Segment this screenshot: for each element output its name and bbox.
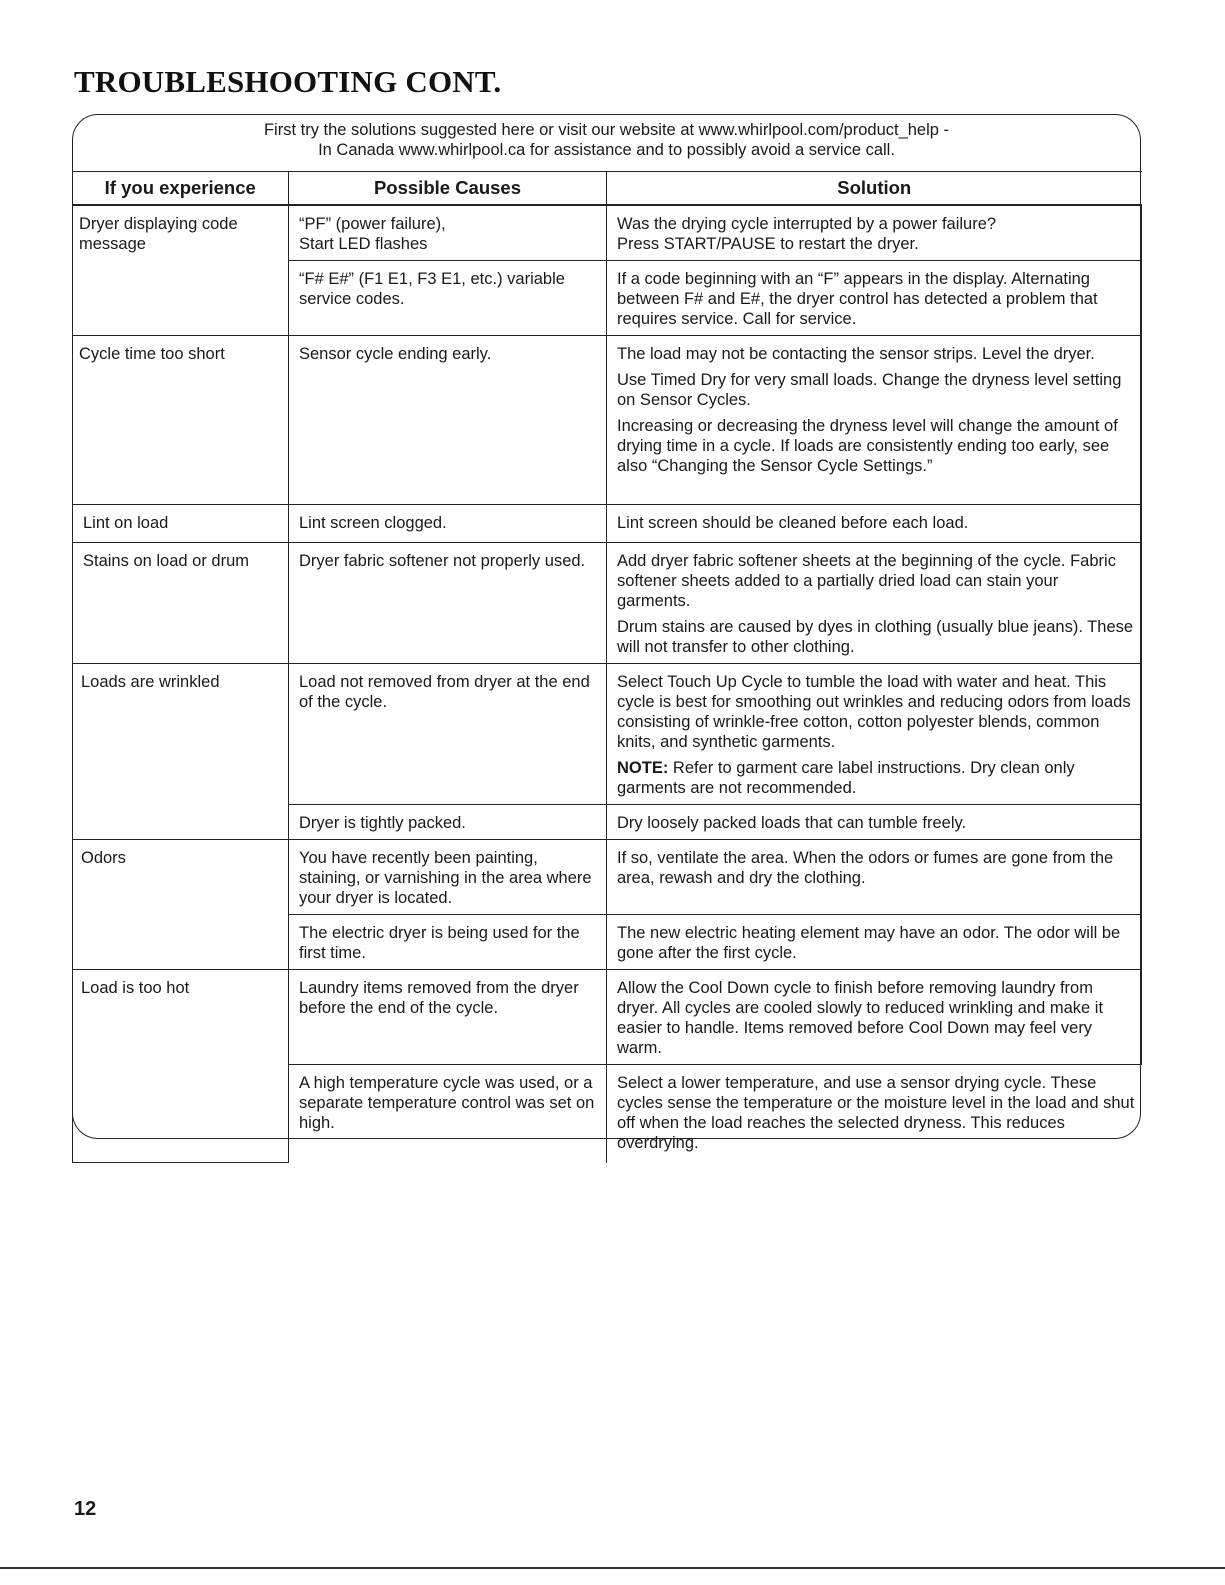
cause-cell: [289, 805, 607, 840]
issue-text: Lint on load: [83, 514, 169, 532]
cause-text: Dryer is tightly packed.: [299, 814, 466, 832]
note-text: Refer to garment care label instructions. Dry clean only garments are not recommended.: [617, 759, 1075, 797]
table-row: [73, 505, 1142, 543]
header-solution: Solution: [607, 172, 1142, 206]
solution-cell: [607, 1065, 1142, 1163]
table-row: [73, 664, 1142, 805]
cause-text: Load not removed from dryer at the end of the cycle.: [299, 673, 590, 711]
solution-text: If a code beginning with an “F” appears in the display. Alternating between F# and E#, the dryer control has detected a problem that requires service. Call for service.: [617, 270, 1098, 328]
intro-text: [74, 120, 1139, 160]
solution-cell: [607, 505, 1142, 543]
solution-text: Dry loosely packed loads that can tumble freely.: [617, 814, 967, 832]
cause-text: “F# E#” (F1 E1, F3 E1, etc.) variable service codes.: [299, 270, 565, 308]
solution-text: Lint screen should be cleaned before each load.: [617, 514, 969, 532]
solution-text: The new electric heating element may have an odor. The odor will be gone after the first cycle.: [617, 924, 1121, 962]
table-row: [73, 840, 1142, 915]
cause-cell: [289, 543, 607, 664]
table-row: [73, 543, 1142, 664]
cause-cell: [289, 664, 607, 805]
troubleshooting-table: [72, 171, 1142, 1163]
header-if-you-experience: If you experience: [73, 172, 289, 206]
solution-text: Select Touch Up Cycle to tumble the load with water and heat. This cycle is best for smoothing out wrinkles and reducing odors from loads consisting of wrinkle-free cotton, cotton polyester blends, common knits, and synthetic garments.: [617, 673, 1131, 751]
cause-text: Lint screen clogged.: [299, 514, 447, 532]
cause-cell: [289, 205, 607, 261]
cause-text: “PF” (power failure),: [299, 215, 446, 233]
cause-cell: [289, 970, 607, 1065]
solution-cell: [607, 543, 1142, 664]
table-header-row: [73, 172, 1142, 206]
intro-line-2: In Canada www.whirlpool.ca for assistance and to possibly avoid a service call.: [318, 141, 895, 159]
note-label: NOTE:: [617, 759, 669, 777]
bottom-rule: [0, 1567, 1225, 1569]
issue-cell: [73, 970, 289, 1163]
cause-text: Laundry items removed from the dryer before the end of the cycle.: [299, 979, 579, 1017]
intro-line-1: First try the solutions suggested here or visit our website at www.whirlpool.com/product_help -: [263, 121, 950, 139]
issue-cell: [73, 505, 289, 543]
solution-cell: [607, 664, 1142, 805]
solution-cell: [607, 336, 1142, 505]
cause-text: The electric dryer is being used for the first time.: [299, 924, 580, 962]
solution-text: Select a lower temperature, and use a sensor drying cycle. These cycles sense the temperature or the moisture level in the load and shut off when the load reaches the selected dryness. This reduces overdrying.: [617, 1074, 1135, 1152]
issue-text: Cycle time too short: [79, 345, 225, 363]
cause-text: Dryer fabric softener not properly used.: [299, 552, 586, 570]
solution-text: Press START/PAUSE to restart the dryer.: [617, 235, 919, 253]
solution-text: The load may not be contacting the sensor strips. Level the dryer.: [617, 345, 1095, 363]
solution-cell: [607, 261, 1142, 336]
solution-cell: [607, 915, 1142, 970]
cause-cell: [289, 505, 607, 543]
note-paragraph: [617, 758, 1135, 798]
table-row: [73, 970, 1142, 1065]
solution-text: Allow the Cool Down cycle to finish before removing laundry from dryer. All cycles are cooled slowly to reduced wrinkling and make it easier to handle. Items removed before Cool Down may feel very warm.: [617, 979, 1104, 1057]
solution-cell: [607, 970, 1142, 1065]
solution-text: Was the drying cycle interrupted by a power failure?: [617, 215, 997, 233]
issue-text: Dryer displaying code message: [79, 215, 238, 253]
cause-cell: [289, 1065, 607, 1163]
issue-text: Load is too hot: [81, 979, 190, 997]
cause-cell: [289, 261, 607, 336]
issue-text: Stains on load or drum: [83, 552, 250, 570]
solution-text: Use Timed Dry for very small loads. Change the dryness level setting on Sensor Cycles.: [617, 371, 1122, 409]
solution-cell: [607, 805, 1142, 840]
table-row: [73, 205, 1142, 261]
cause-text: Start LED flashes: [299, 235, 428, 253]
issue-text: Loads are wrinkled: [81, 673, 220, 691]
issue-text: Odors: [81, 849, 126, 867]
cause-text: Sensor cycle ending early.: [299, 345, 492, 363]
solution-text: Increasing or decreasing the dryness level will change the amount of drying time in a cycle. If loads are consistently ending too early, see also “Changing the Sensor Cycle Settings.”: [617, 417, 1118, 475]
issue-cell: [73, 336, 289, 505]
solution-cell: [607, 205, 1142, 261]
cause-cell: [289, 840, 607, 915]
issue-cell: [73, 664, 289, 840]
solution-text: Add dryer fabric softener sheets at the beginning of the cycle. Fabric softener sheets added to a partially dried load can stain your garments.: [617, 552, 1116, 610]
cause-cell: [289, 915, 607, 970]
issue-cell: [73, 543, 289, 664]
header-possible-causes: Possible Causes: [289, 172, 607, 206]
page-number: 12: [74, 1498, 97, 1520]
issue-cell: [73, 840, 289, 970]
solution-cell: [607, 840, 1142, 915]
table-row: [73, 336, 1142, 505]
solution-text: If so, ventilate the area. When the odors or fumes are gone from the area, rewash and dry the clothing.: [617, 849, 1114, 887]
cause-text: A high temperature cycle was used, or a separate temperature control was set on high.: [299, 1074, 595, 1132]
issue-cell: [73, 205, 289, 336]
cause-text: You have recently been painting, staining, or varnishing in the area where your dryer is located.: [299, 849, 592, 907]
cause-cell: [289, 336, 607, 505]
page-title: TROUBLESHOOTING CONT.: [74, 64, 502, 99]
solution-text: Drum stains are caused by dyes in clothing (usually blue jeans). These will not transfer to other clothing.: [617, 618, 1134, 656]
